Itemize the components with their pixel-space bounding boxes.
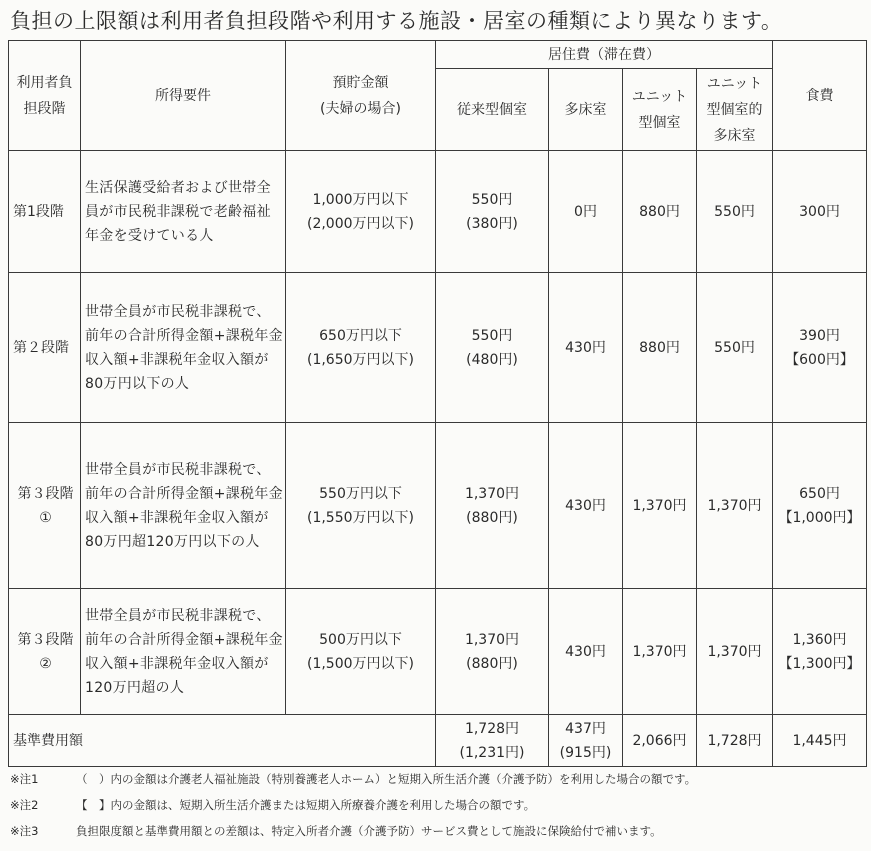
footnote: ※注2 【 】内の金額は、短期入所生活介護または短期入所療養介護を利用した場合の額です。 <box>10 798 536 812</box>
unit-multi-cell: 1,370円 <box>697 423 773 589</box>
food-cell: 650円 【1,000円】 <box>773 423 867 589</box>
unit-multi-cell: 550円 <box>697 151 773 273</box>
header-income: 所得要件 <box>81 41 286 151</box>
stage-cell: 第２段階 <box>9 273 81 423</box>
unit-private-cell: 1,370円 <box>623 589 697 715</box>
stage-cell: 第1段階 <box>9 151 81 273</box>
traditional-cell: 1,370円 (880円) <box>436 423 549 589</box>
income-cell: 世帯全員が市民税非課税で、前年の合計所得金額+課税年金収入額+非課税年金収入額が120万円超の人 <box>81 589 286 715</box>
header-savings: 預貯金額 (夫婦の場合) <box>286 41 436 151</box>
unit-multi-cell: 550円 <box>697 273 773 423</box>
base-cost-row <box>9 715 867 767</box>
header-traditional: 従来型個室 <box>436 69 549 151</box>
header-stage: 利用者負担段階 <box>9 41 81 151</box>
unit-private-cell: 880円 <box>623 273 697 423</box>
table-row <box>9 423 867 589</box>
header-food: 食費 <box>773 41 867 151</box>
cost-table <box>8 40 867 767</box>
base-cost-label: 基準費用額 <box>9 715 436 767</box>
table-row <box>9 151 867 273</box>
header-unit-multi: ユニット 型個室的 多床室 <box>697 69 773 151</box>
unit-multi-cell: 1,728円 <box>697 715 773 767</box>
savings-cell: 550万円以下 (1,550万円以下) <box>286 423 436 589</box>
traditional-cell: 550円 (480円) <box>436 273 549 423</box>
table-row <box>9 589 867 715</box>
food-cell: 300円 <box>773 151 867 273</box>
multi-cell: 430円 <box>549 423 623 589</box>
traditional-cell: 1,370円 (880円) <box>436 589 549 715</box>
multi-cell: 437円 (915円) <box>549 715 623 767</box>
food-cell: 1,360円 【1,300円】 <box>773 589 867 715</box>
header-residence-group: 居住費（滞在費） <box>436 41 773 69</box>
traditional-cell: 1,728円 (1,231円) <box>436 715 549 767</box>
stage-cell: 第３段階 ① <box>9 423 81 589</box>
multi-cell: 0円 <box>549 151 623 273</box>
footnote: ※注1 （ ）内の金額は介護老人福祉施設（特別養護老人ホーム）と短期入所生活介護（介護予防）を利用した場合の額です。 <box>10 772 697 786</box>
multi-cell: 430円 <box>549 589 623 715</box>
income-cell: 世帯全員が市民税非課税で、前年の合計所得金額+課税年金収入額+非課税年金収入額が80万円以下の人 <box>81 273 286 423</box>
food-cell: 390円 【600円】 <box>773 273 867 423</box>
savings-cell: 1,000万円以下 (2,000万円以下) <box>286 151 436 273</box>
page-heading: 負担の上限額は利用者負担段階や利用する施設・居室の種類により異なります。 <box>10 9 783 33</box>
savings-cell: 500万円以下 (1,500万円以下) <box>286 589 436 715</box>
multi-cell: 430円 <box>549 273 623 423</box>
traditional-cell: 550円 (380円) <box>436 151 549 273</box>
savings-cell: 650万円以下 (1,650万円以下) <box>286 273 436 423</box>
unit-multi-cell: 1,370円 <box>697 589 773 715</box>
income-cell: 生活保護受給者および世帯全員が市民税非課税で老齢福祉年金を受けている人 <box>81 151 286 273</box>
header-unit-private: ユニット 型個室 <box>623 69 697 151</box>
footnotes <box>10 766 865 844</box>
header-multi: 多床室 <box>549 69 623 151</box>
unit-private-cell: 1,370円 <box>623 423 697 589</box>
stage-cell: 第３段階 ② <box>9 589 81 715</box>
unit-private-cell: 2,066円 <box>623 715 697 767</box>
food-cell: 1,445円 <box>773 715 867 767</box>
income-cell: 世帯全員が市民税非課税で、前年の合計所得金額+課税年金収入額+非課税年金収入額が80万円超120万円以下の人 <box>81 423 286 589</box>
footnote: ※注3 負担限度額と基準費用額との差額は、特定入所者介護（介護予防）サービス費として施設に保険給付で補います。 <box>10 824 662 838</box>
table-row <box>9 273 867 423</box>
unit-private-cell: 880円 <box>623 151 697 273</box>
